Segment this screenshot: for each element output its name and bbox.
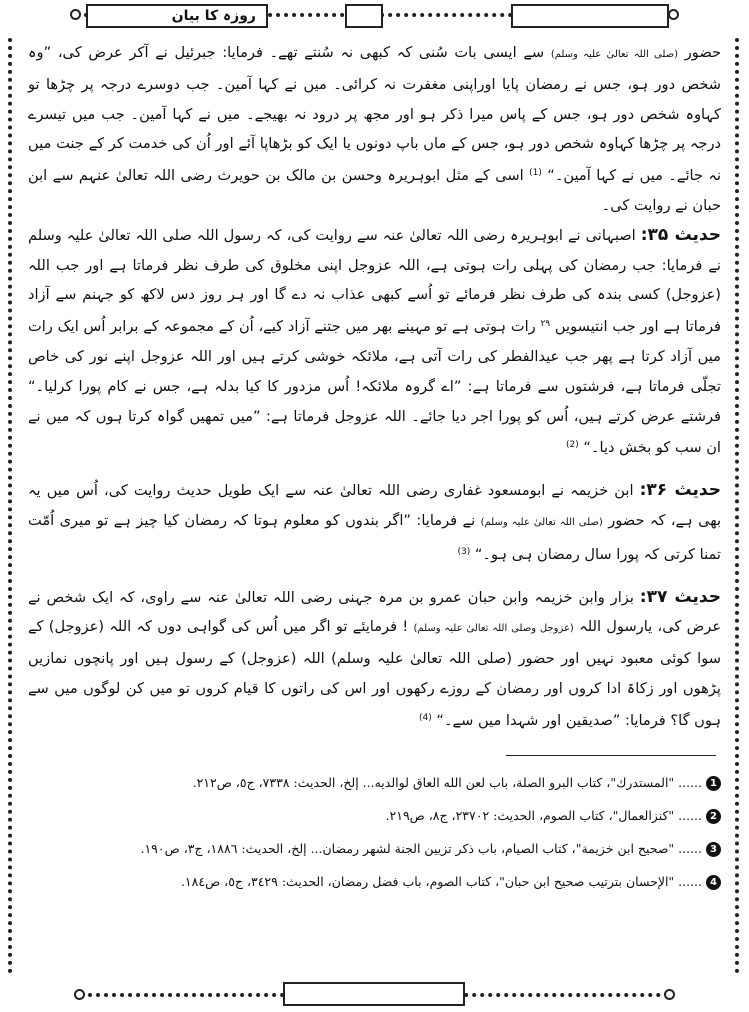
hadith-heading: حدیث ۳۷: [639,586,722,607]
chapter-title: روزہ کا بیان [171,8,256,24]
footer-knob-left [74,989,85,1000]
header-knob-right [668,9,679,20]
footnote-number: 4 [706,875,721,890]
footer-box [283,982,465,1006]
hadith-heading: حدیث ۳۵: [640,224,722,245]
footnote-rule [506,755,716,756]
footnotes [28,766,721,898]
footnote-ref: (2) [566,440,579,451]
header-knob-left [70,9,81,20]
footnote-4: 4...... "الإحسان بترتيب صحيح ابن حبان"، كتاب الصوم، باب فضل رمضان، الحديث: ٣٤٢٩، ج٥، ص١٨٤. [28,865,721,898]
border-left [8,38,12,974]
footnote-number: 3 [706,842,721,857]
hadith-36: حدیث ۳۶: ابن خزیمہ نے ابومسعود غفاری رضی اللہ تعالیٰ عنہ سے ایک طویل حدیث روایت کی، اُس میں یہ بھی ہے، کہ حضور (صلی اللہ تعالیٰ علیہ وسلم) نے فرمایا: ”اگر بندوں کو معلوم ہوتا کہ رمضان کیا چیز ہے تو میری اُمّت تمنا کرتی کہ پورا سال رمضان ہی ہو۔“ $^{(3)}$ [28,480,722,563]
footnote-ref: (3) [457,546,471,557]
hadith-37: حدیث ۳۷: بزار وابن خزیمہ وابن حبان عمرو بن مرہ جہنی رضی اللہ تعالیٰ عنہ سے راوی، کہ ایک شخص نے عرض کی، یارسول اللہ (عزوجل وصلی اللہ تعالیٰ علیہ وسلم) ! فرمایئے تو اگر میں اُس کی گواہی دوں کہ اللہ (عزوجل) کے سوا کوئی معبود نہیں اور حضور (صلی اللہ تعالیٰ علیہ وسلم) اللہ (عزوجل) کے رسول ہیں اور پانچوں نمازیں پڑھوں اور زکاۃ ادا کروں اور رمضان کے روزے رکھوں اور اس کی راتوں کا قیام کروں تو میں کن لوگوں میں سے ہوں گا؟ فرمایا: ”صدیقین اور شہدا میں سے۔“ $^{(4)}$ [28,586,722,729]
footnote-3: 3...... "صحيح ابن خزيمة"، كتاب الصيام، باب ذكر تزيين الجنة لشهر رمضان... إلخ، الحديث: ١٨٨٦، ج٣، ص١٩٠. [28,832,721,865]
border-right [735,38,739,974]
header-small-box [345,4,383,28]
footnote-ref: (4) [419,712,432,723]
footnote-1: 1...... "المستدرك"، كتاب البرو الصلة، باب لعن الله العاق لوالديه... إلخ، الحديث: ٧٣٣٨، ج٥، ص٢١٢. [28,766,721,799]
page-body [28,38,721,749]
footnote-number: 2 [706,809,721,824]
hadith-heading: حدیث ۳۶: [639,480,721,501]
footnote-number: 1 [706,776,721,791]
footnote-ref: (1) [529,168,542,179]
footer-knob-right [664,989,675,1000]
header-title-box [86,4,268,28]
intro-paragraph: حضور (صلی اللہ تعالیٰ علیہ وسلم) سے ایسی بات سُنی کہ کبھی نہ سُنتے تھے۔ فرمایا: جبرئیل نے آکر عرض کی، ”وہ شخص دور ہو، جس نے رمضان پایا اوراپنی مغفرت نہ کرائی۔ میں نے کہا آمین۔ جب دوسرے درجہ پر چڑھا تو کہاوہ شخص دور ہو، جس کے پاس میرا ذکر ہو اور مجھ پر درود نہ بھیجے۔ میں نے کہا آمین۔ جب میں تیسرے درجہ پر چڑھا کہاوہ شخص دور ہو، جس کے ماں باپ دونوں یا ایک کو بڑھاپا آئے اور اُن کی خدمت کر کے جنت میں نہ جائے۔ میں نے کہا آمین۔“ $^{(1)}$ اسی کے مثل ابوہریرہ وحسن بن مالک بن حویرث رضی اللہ تعالیٰ عنہم سے ابن حبان نے روایت کی۔ [28,44,722,214]
hadith-35: حدیث ۳۵: اصبہانی نے ابوہریرہ رضی اللہ تعالیٰ عنہ سے روایت کی، کہ رسول اللہ صلی اللہ تعالیٰ علیہ وسلم نے فرمایا: جب رمضان کی پہلی رات ہوتی ہے، اللہ عزوجل اپنی مخلوق کی طرف نظر فرماتا ہے اور جب اللہ (عزوجل) کسی بندہ کی طرف نظر فرمائے تو اُسے کبھی عذاب نہ دے گا اور ہر روز دس لاکھ کو جہنم سے آزاد فرماتا ہے اور جب انتیسویں $^{۲۹}$ رات ہوتی ہے تو مہینے بھر میں جتنے آزاد کیے، اُن کے مجموعہ کے برابر اُس ایک رات میں آزاد کرتا ہے پھر جب عیدالفطر کی رات آتی ہے، ملائکہ خوشی کرتے ہیں اور اللہ عزوجل اپنے نور کی خاص تجلّی فرماتا ہے، فرشتوں سے فرماتا ہے: ”اے گروہ ملائکہ! اُس مزدور کا کیا بدلہ ہے، جس نے کام پورا کرلیا۔“ فرشتے عرض کرتے ہیں، اُس کو پورا اجر دیا جائے۔ اللہ عزوجل فرماتا ہے: ”میں تمھیں گواہ کرتا ہوں کہ میں نے ان سب کو بخش دیا۔“ $^{(2)}$ [28,224,722,457]
footnote-2: 2...... "كنزالعمال"، كتاب الصوم، الحديث: ٢٣٧٠٢، ج٨، ص٢١٩. [28,799,721,832]
header-right-box [511,4,669,28]
